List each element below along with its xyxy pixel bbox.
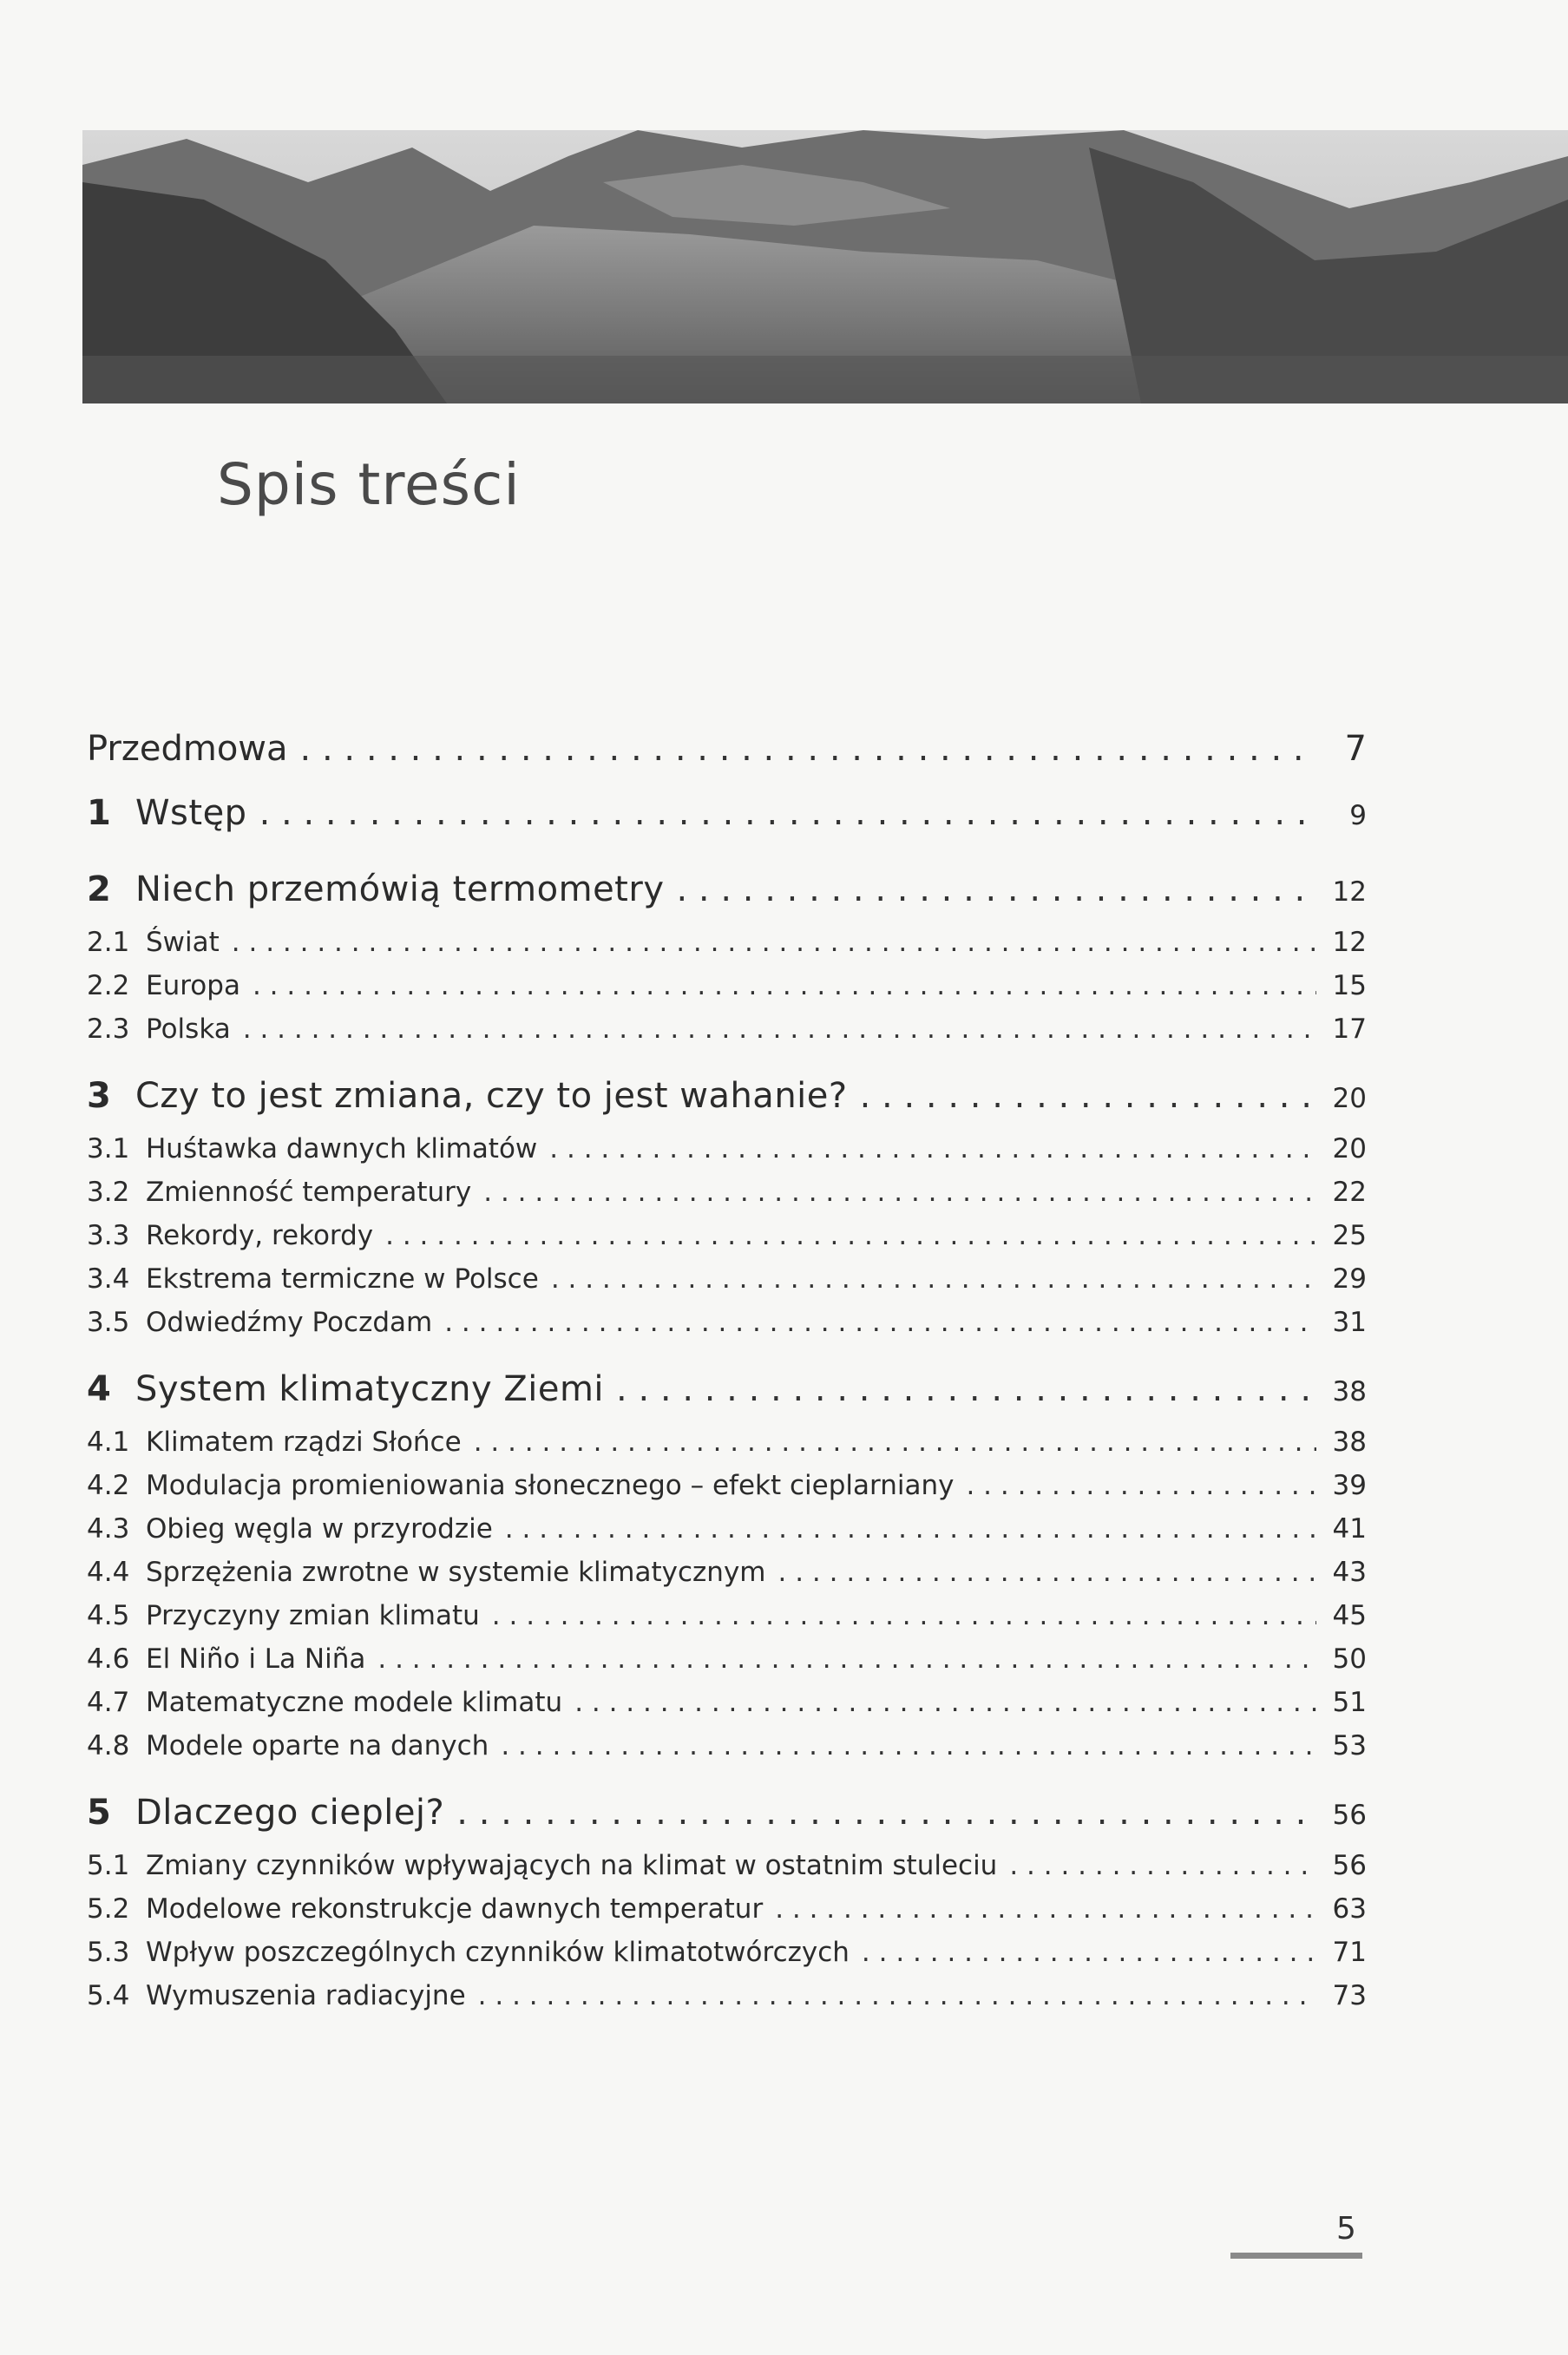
section-page: 71	[1332, 1937, 1367, 1968]
section-number: 2.1	[87, 927, 130, 958]
section-page: 17	[1332, 1014, 1367, 1045]
chapter-title: Czy to jest zmiana, czy to jest wahanie?	[135, 1076, 848, 1116]
section-number: 4.4	[87, 1557, 130, 1588]
toc-chapter-2[interactable]	[87, 869, 1367, 927]
section-page: 22	[1332, 1177, 1367, 1208]
dot-leader	[377, 1643, 1316, 1675]
dot-leader	[501, 1730, 1316, 1761]
chapter-title: Dlaczego cieplej?	[135, 1793, 445, 1833]
toc-section-4-3[interactable]	[87, 1513, 1367, 1557]
chapter-page: 12	[1332, 876, 1367, 908]
toc-chapter-5[interactable]	[87, 1793, 1367, 1850]
dot-leader	[1009, 1850, 1316, 1881]
chapter-title: System klimatyczny Ziemi	[135, 1369, 605, 1409]
chapter-title: Niech przemówią termometry	[135, 869, 665, 909]
section-title: Matematyczne modele klimatu	[146, 1687, 563, 1718]
section-page: 31	[1332, 1307, 1367, 1338]
section-page: 43	[1332, 1557, 1367, 1588]
chapter-page: 38	[1332, 1376, 1367, 1407]
section-number: 4.6	[87, 1643, 130, 1675]
dot-leader	[300, 729, 1316, 769]
toc-chapter-4[interactable]	[87, 1369, 1367, 1427]
section-page: 29	[1332, 1263, 1367, 1295]
footer-rule	[1230, 2253, 1362, 2259]
section-title: El Niño i La Niña	[146, 1643, 366, 1675]
section-page: 25	[1332, 1220, 1367, 1251]
section-title: Huśtawka dawnych klimatów	[146, 1133, 538, 1164]
section-page: 15	[1332, 970, 1367, 1001]
section-number: 3.5	[87, 1307, 130, 1338]
section-title: Zmiany czynników wpływających na klimat w ostatnim stuleciu	[146, 1850, 998, 1881]
section-title: Sprzężenia zwrotne w systemie klimatycznym	[146, 1557, 766, 1588]
dot-leader	[676, 869, 1316, 909]
toc-section-5-2[interactable]	[87, 1893, 1367, 1937]
dot-leader	[385, 1220, 1316, 1251]
section-title: Modele oparte na danych	[146, 1730, 489, 1761]
section-page: 20	[1332, 1133, 1367, 1164]
toc-section-3-5[interactable]	[87, 1307, 1367, 1350]
dot-leader	[862, 1937, 1316, 1968]
section-page: 50	[1332, 1643, 1367, 1675]
toc-section-4-6[interactable]	[87, 1643, 1367, 1687]
section-number: 4.7	[87, 1687, 130, 1718]
dot-leader	[444, 1307, 1316, 1338]
section-title: Odwiedźmy Poczdam	[146, 1307, 433, 1338]
section-number: 4.5	[87, 1600, 130, 1631]
chapter-page: 56	[1332, 1800, 1367, 1831]
toc-section-2-2[interactable]	[87, 970, 1367, 1014]
page-title: Spis treści	[217, 451, 521, 518]
toc-preface-title: Przedmowa	[87, 729, 288, 769]
section-title: Rekordy, rekordy	[146, 1220, 374, 1251]
dot-leader	[243, 1014, 1316, 1045]
section-page: 63	[1332, 1893, 1367, 1925]
section-page: 51	[1332, 1687, 1367, 1718]
section-page: 12	[1332, 927, 1367, 958]
toc-section-3-4[interactable]	[87, 1263, 1367, 1307]
section-title: Polska	[146, 1014, 231, 1045]
dot-leader	[492, 1600, 1316, 1631]
dot-leader	[549, 1133, 1316, 1164]
chapter-number: 2	[87, 869, 111, 909]
toc-section-4-1[interactable]	[87, 1427, 1367, 1470]
section-page: 38	[1332, 1427, 1367, 1458]
chapter-number: 4	[87, 1369, 111, 1409]
dot-leader	[574, 1687, 1316, 1718]
dot-leader	[483, 1177, 1316, 1208]
section-page: 53	[1332, 1730, 1367, 1761]
section-number: 5.2	[87, 1893, 130, 1925]
section-title: Przyczyny zmian klimatu	[146, 1600, 480, 1631]
dot-leader	[456, 1793, 1316, 1833]
chapter-page: 9	[1349, 800, 1367, 831]
dot-leader	[551, 1263, 1316, 1295]
dot-leader	[775, 1893, 1316, 1925]
dot-leader	[478, 1980, 1316, 2011]
chapter-title: Wstęp	[135, 793, 247, 833]
dot-leader	[474, 1427, 1316, 1458]
dot-leader	[860, 1076, 1316, 1116]
section-number: 4.8	[87, 1730, 130, 1761]
toc-chapter-3[interactable]	[87, 1076, 1367, 1133]
chapter-number: 5	[87, 1793, 111, 1833]
toc-section-3-3[interactable]	[87, 1220, 1367, 1263]
toc-chapter-1[interactable]	[87, 793, 1367, 850]
section-title: Ekstrema termiczne w Polsce	[146, 1263, 539, 1295]
mountain-landscape-photo	[82, 130, 1568, 403]
section-number: 5.4	[87, 1980, 130, 2011]
section-number: 4.1	[87, 1427, 130, 1458]
section-number: 4.3	[87, 1513, 130, 1545]
section-number: 3.4	[87, 1263, 130, 1295]
section-number: 3.3	[87, 1220, 130, 1251]
toc-preface-page: 7	[1344, 729, 1367, 769]
toc-section-4-4[interactable]	[87, 1557, 1367, 1600]
dot-leader	[966, 1470, 1316, 1501]
section-number: 2.2	[87, 970, 130, 1001]
toc-section-5-4[interactable]	[87, 1980, 1367, 2024]
section-title: Modulacja promieniowania słonecznego – efekt cieplarniany	[146, 1470, 955, 1501]
section-page: 45	[1332, 1600, 1367, 1631]
section-title: Europa	[146, 970, 240, 1001]
section-title: Modelowe rekonstrukcje dawnych temperatur	[146, 1893, 764, 1925]
section-title: Świat	[146, 927, 220, 958]
dot-leader	[259, 793, 1316, 833]
section-page: 41	[1332, 1513, 1367, 1545]
section-page: 56	[1332, 1850, 1367, 1881]
table-of-contents	[87, 729, 1367, 2024]
dot-leader	[253, 970, 1316, 1001]
toc-entry-preface[interactable]	[87, 729, 1367, 790]
section-number: 3.2	[87, 1177, 130, 1208]
toc-section-4-8[interactable]	[87, 1730, 1367, 1774]
page-number: 5	[1336, 2211, 1356, 2247]
toc-section-5-3[interactable]	[87, 1937, 1367, 1980]
dot-leader	[232, 927, 1316, 958]
dot-leader	[505, 1513, 1316, 1545]
section-number: 3.1	[87, 1133, 130, 1164]
dot-leader	[777, 1557, 1316, 1588]
toc-section-4-5[interactable]	[87, 1600, 1367, 1643]
section-title: Wpływ poszczególnych czynników klimatotwórczych	[146, 1937, 850, 1968]
toc-section-3-2[interactable]	[87, 1177, 1367, 1220]
section-number: 5.3	[87, 1937, 130, 1968]
chapter-page: 20	[1332, 1083, 1367, 1114]
section-number: 5.1	[87, 1850, 130, 1881]
toc-section-3-1[interactable]	[87, 1133, 1367, 1177]
section-number: 2.3	[87, 1014, 130, 1045]
section-title: Klimatem rządzi Słońce	[146, 1427, 462, 1458]
section-page: 73	[1332, 1980, 1367, 2011]
dot-leader	[616, 1369, 1316, 1409]
toc-section-4-2[interactable]	[87, 1470, 1367, 1513]
chapter-number: 3	[87, 1076, 111, 1116]
section-number: 4.2	[87, 1470, 130, 1501]
section-title: Wymuszenia radiacyjne	[146, 1980, 466, 2011]
section-title: Zmienność temperatury	[146, 1177, 472, 1208]
toc-section-2-1[interactable]	[87, 927, 1367, 970]
toc-section-4-7[interactable]	[87, 1687, 1367, 1730]
chapter-number: 1	[87, 793, 111, 833]
toc-section-5-1[interactable]	[87, 1850, 1367, 1893]
section-page: 39	[1332, 1470, 1367, 1501]
section-title: Obieg węgla w przyrodzie	[146, 1513, 493, 1545]
toc-section-2-3[interactable]	[87, 1014, 1367, 1057]
